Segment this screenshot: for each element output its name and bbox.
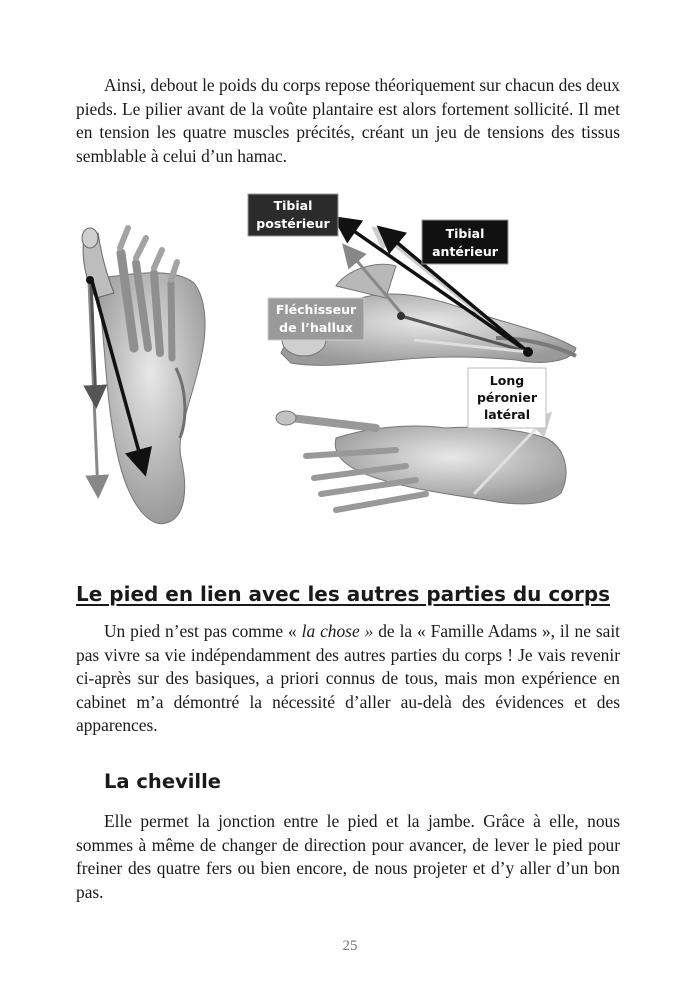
svg-text:postérieur: postérieur [256, 216, 330, 231]
svg-text:Tibial: Tibial [273, 198, 313, 213]
svg-text:de l’hallux: de l’hallux [279, 320, 353, 335]
label-long-peronier-lateral [468, 368, 546, 428]
svg-text:Tibial: Tibial [445, 226, 485, 241]
svg-text:péronier: péronier [476, 390, 538, 405]
svg-text:latéral: latéral [483, 407, 531, 422]
svg-text:antérieur: antérieur [432, 244, 498, 259]
subsection-heading: La cheville [104, 770, 222, 793]
insertion-point-right [523, 347, 533, 357]
italic-title: la chose » [301, 621, 374, 641]
svg-text:Long: Long [489, 373, 525, 388]
label-flechisseur-hallux [268, 298, 364, 340]
section-paragraph [76, 620, 620, 738]
insertion-point-left [86, 276, 94, 284]
intro-paragraph: Ainsi, debout le poids du corps repose théoriquement sur chacun des deux pieds. Le pilier avant de la voûte plantaire est alors fortement sollicité. Il met en tension les quatre muscles précités, créant un jeu de tensions des tissus semblable à celui d’un hamac. [76, 75, 620, 166]
svg-text:Fléchisseur: Fléchisseur [275, 302, 357, 317]
foot-muscles-figure [76, 188, 581, 543]
left-foot-bones [82, 228, 205, 524]
page-number: 25 [342, 938, 358, 954]
section-heading: Le pied en lien avec les autres parties du corps [76, 582, 611, 606]
label-tibial-posterieur [248, 194, 338, 236]
text-run: de la « Famille Adams », il ne sait pas vivre sa vie indépendamment des autres parties du corps ! Je vais revenir ci-après sur des basiques, a priori connus de tous, mais mon expérience en cabinet m’a démontré la nécessité d’aller au-delà des évidences et des apparences. [76, 621, 620, 736]
text-run: Un pied n’est pas comme « [104, 621, 302, 641]
junction-point [397, 312, 405, 320]
label-tibial-anterieur [422, 220, 508, 264]
cheville-paragraph: Elle permet la jonction entre le pied et la jambe. Grâce à elle, nous sommes à même de changer de direction pour avancer, de lever le pied pour freiner des quatre fers ou bien encore, de nous projeter et d’y aller d’un bon pas. [76, 811, 620, 902]
